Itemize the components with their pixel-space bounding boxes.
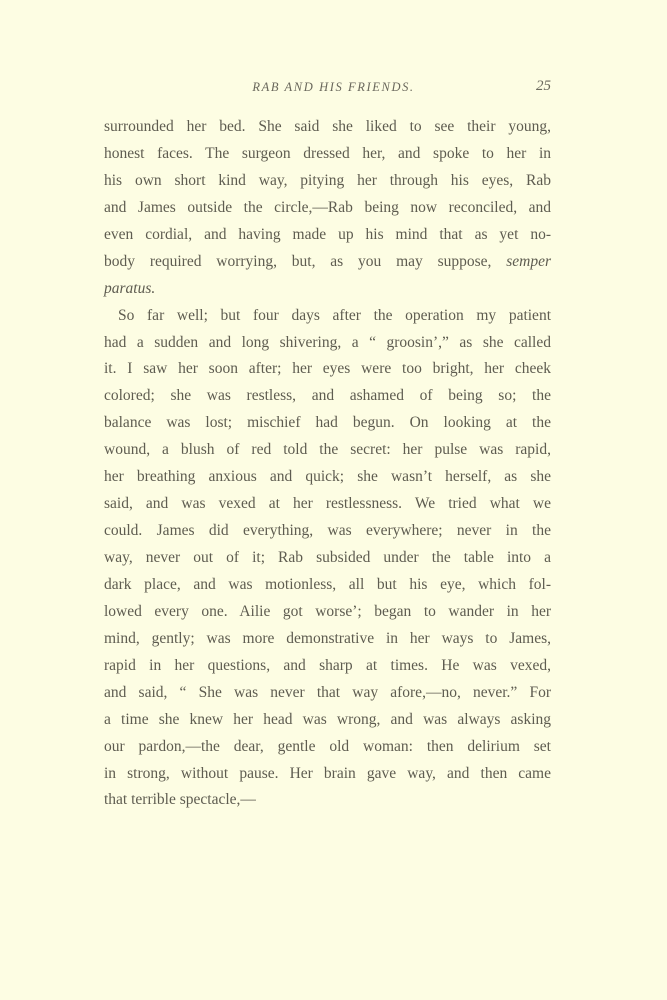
body-text (104, 114, 551, 814)
text-line: So far well; but four days after the operation my patient (118, 306, 551, 324)
text-line: body required worrying, but, as you may suppose, semper (104, 252, 552, 270)
text-line: way, never out of it; Rab subsided under the table into a (104, 549, 551, 566)
text-line: colored; she was restless, and ashamed of being so; the (104, 387, 551, 405)
text-line (104, 276, 551, 303)
text-line: lowed every one. Ailie got worseʼ; began to wander in her (104, 602, 551, 620)
text-line: it. I saw her soon after; her eyes were too bright, her cheek (104, 360, 551, 378)
text-line: in strong, without pause. Her brain gave way, and then came (104, 764, 551, 782)
running-head (0, 80, 667, 100)
text-line: wound, a blush of red told the secret: her pulse was rapid, (104, 441, 551, 459)
italic-term: paratus. (104, 279, 156, 297)
text-line: said, and was vexed at her restlessness. We tried what we (104, 495, 551, 513)
text-line: and James outside the circle,—Rab being now reconciled, and (104, 198, 551, 216)
text-line: rapid in her questions, and sharp at times. He was vexed, (104, 656, 551, 674)
text-line: dark place, and was motionless, all but his eye, which fol- (104, 575, 551, 593)
text-line: our pardon,—the dear, gentle old woman: then delirium set (104, 737, 551, 755)
text-line: that terrible spectacle,— (104, 791, 256, 809)
running-title: RAB AND HIS FRIENDS. (252, 80, 415, 94)
text-line: mind, gently; was more demonstrative in her ways to James, (104, 629, 551, 647)
page-number: 25 (536, 78, 551, 94)
text-line: a time she knew her head was wrong, and was always asking (104, 710, 551, 728)
italic-term: semper (506, 252, 552, 270)
text-line: balance was lost; mischief had begun. On looking at the (104, 414, 551, 432)
text-line: her breathing anxious and quick; she wasn’t herself, as she (104, 468, 551, 486)
text-line: honest faces. The surgeon dressed her, and spoke to her in (104, 144, 551, 162)
text-line: had a sudden and long shivering, a “ groosin’,” as she called (104, 333, 551, 351)
text-line: and said, “ She was never that way afore,—no, never.” For (104, 683, 551, 701)
text-line: his own short kind way, pitying her through his eyes, Rab (104, 171, 551, 189)
text-line: could. James did everything, was everywhere; never in the (104, 522, 551, 540)
text-line: even cordial, and having made up his mind that as yet no- (104, 225, 551, 243)
text-line: surrounded her bed. She said she liked to see their young, (104, 118, 551, 135)
